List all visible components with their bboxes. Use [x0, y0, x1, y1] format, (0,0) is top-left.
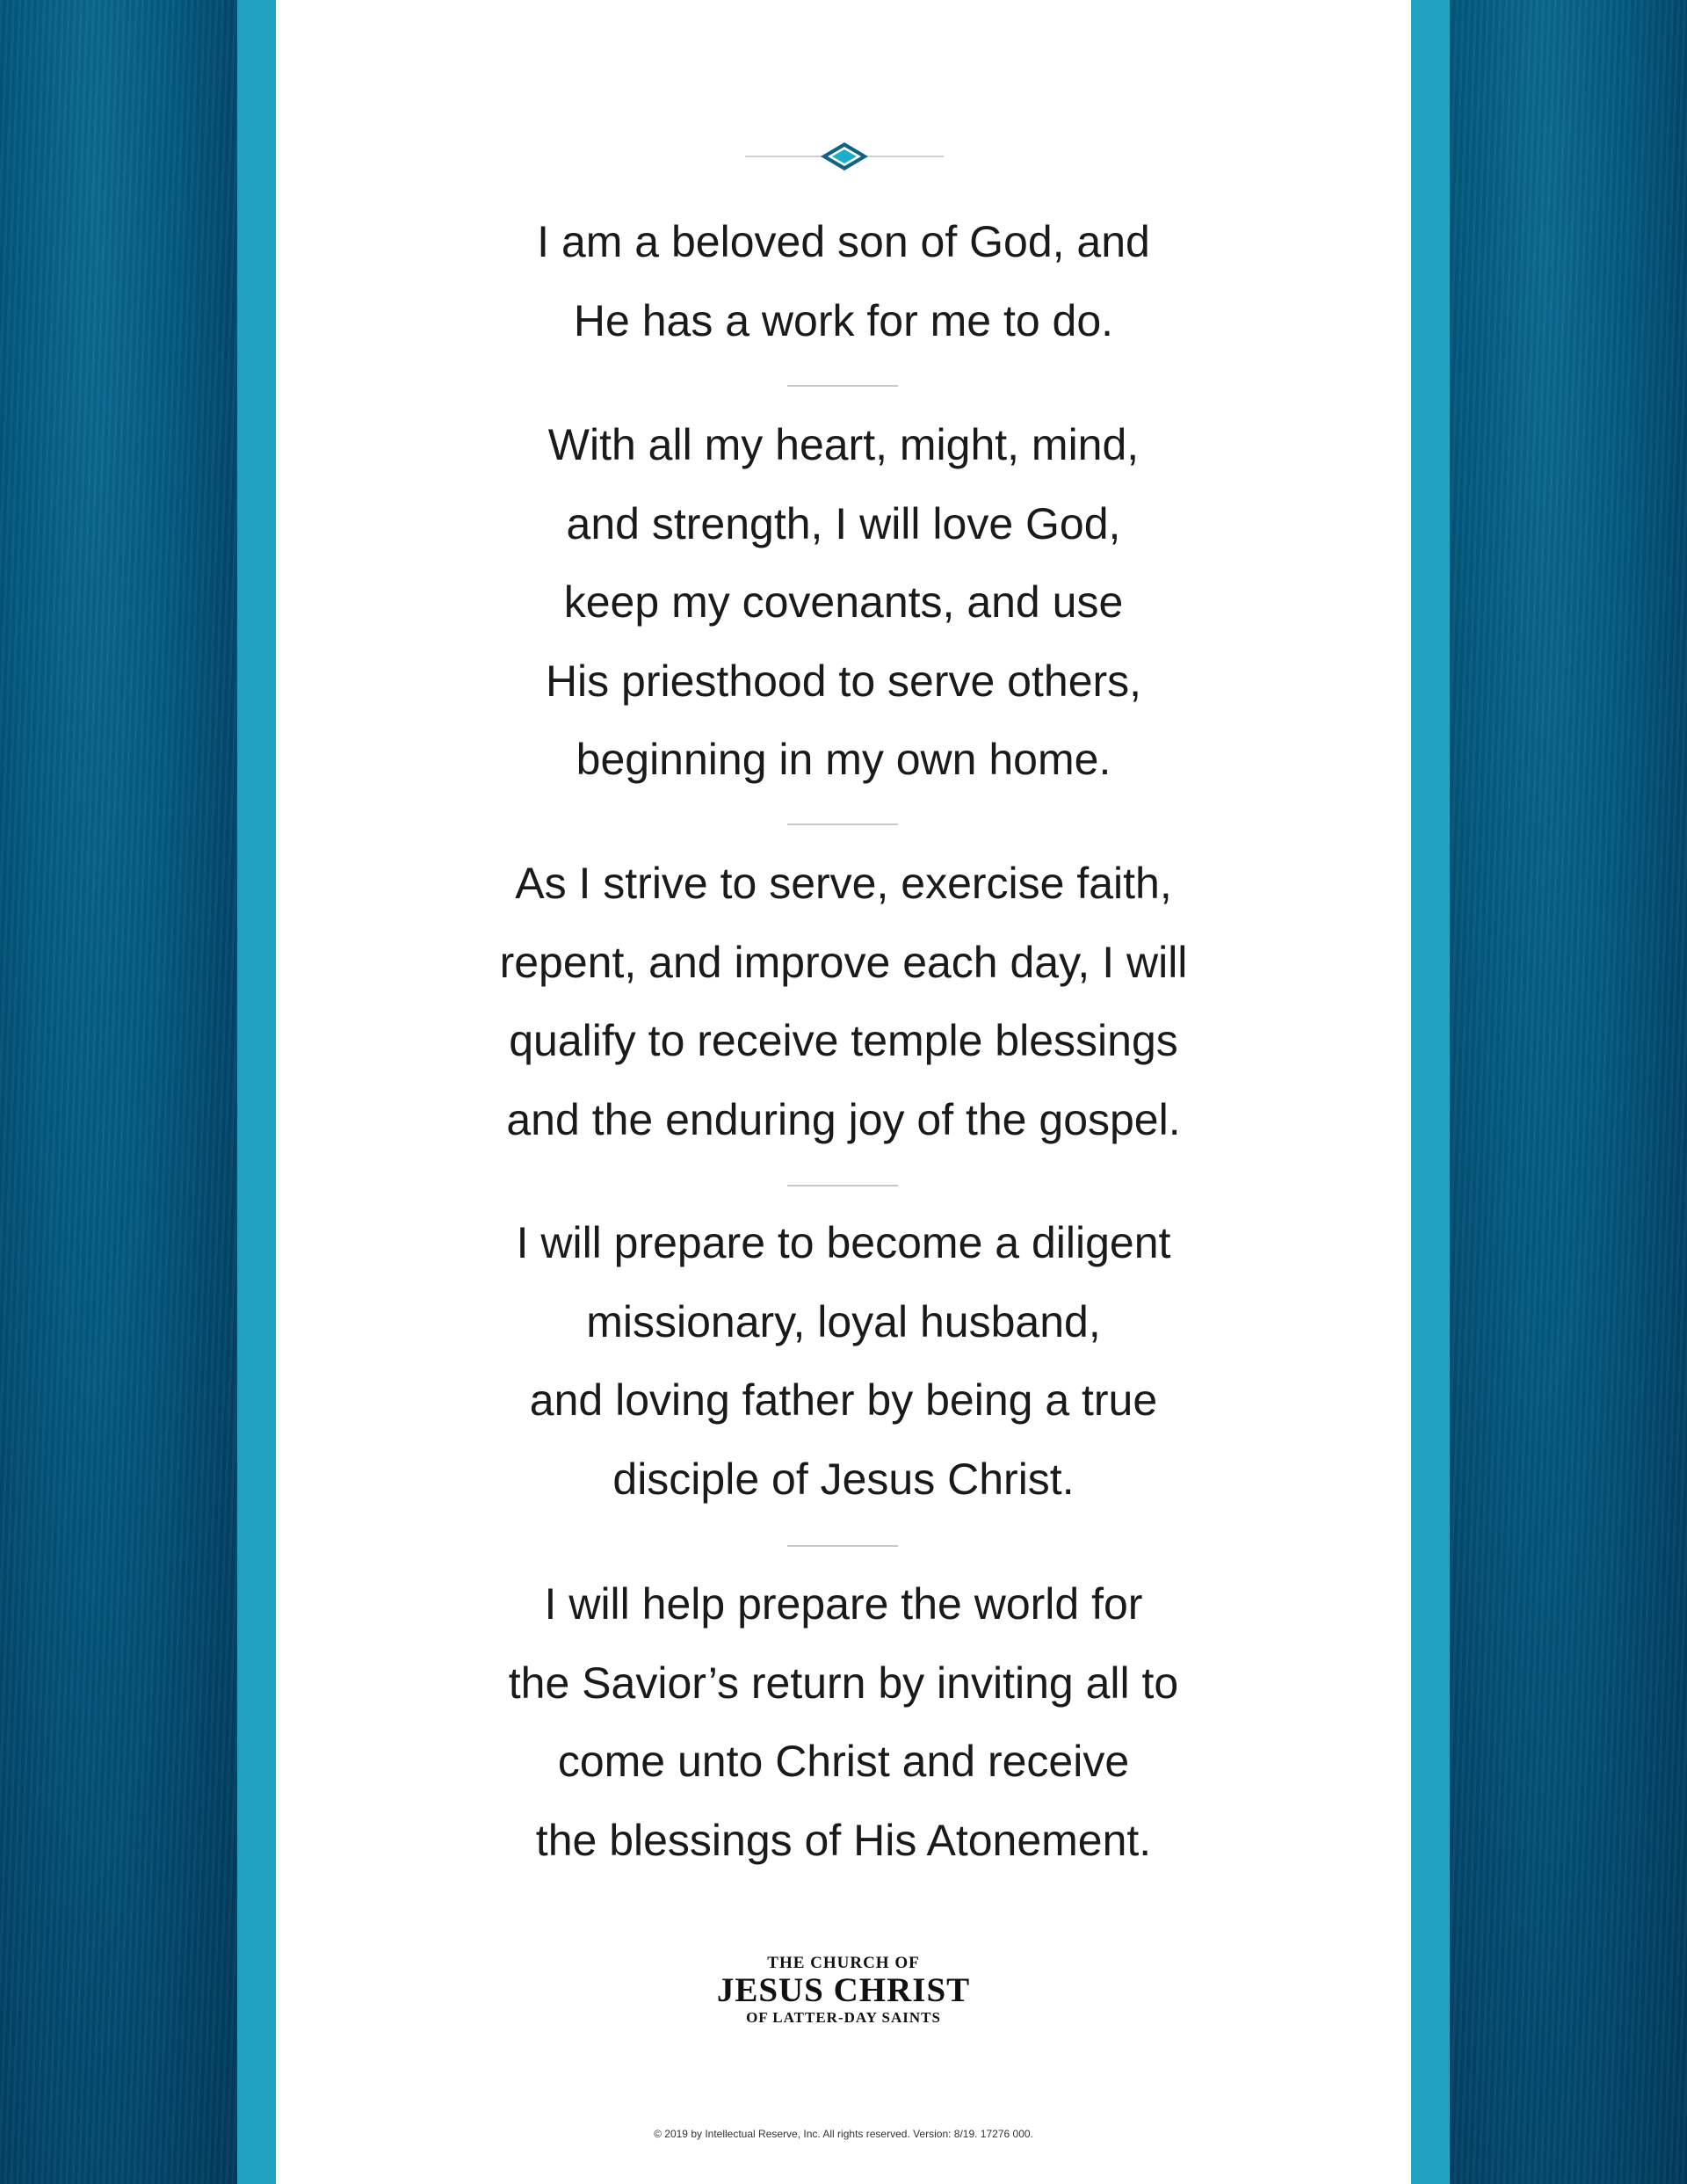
text-line: and strength, I will love God, [566, 498, 1121, 548]
text-line: disciple of Jesus Christ. [612, 1454, 1075, 1504]
diamond-divider-icon [745, 141, 944, 172]
text-line: come unto Christ and receive [557, 1737, 1130, 1787]
text-line: beginning in my own home. [576, 735, 1111, 785]
text-line: I will prepare to become a diligent [516, 1218, 1171, 1267]
divider [787, 824, 898, 825]
logo-line-1: THE CHURCH OF [767, 1954, 920, 1972]
paragraph-4 [0, 1204, 1687, 1519]
text-line: qualify to receive temple blessings [509, 1016, 1178, 1066]
divider [787, 1545, 898, 1547]
paragraph-3 [0, 845, 1687, 1159]
paragraph-5 [0, 1565, 1687, 1880]
text-line: I am a beloved son of God, and [537, 217, 1150, 266]
copyright-notice: © 2019 by Intellectual Reserve, Inc. All rights reserved. Version: 8/19. 17276 000. [654, 2128, 1033, 2140]
text-line: keep my covenants, and use [563, 577, 1124, 628]
text-line: and the enduring joy of the gospel. [506, 1094, 1181, 1144]
paragraph-1 [0, 203, 1687, 360]
text-line: With all my heart, might, mind, [547, 420, 1140, 469]
text-line: missionary, loyal husband, [586, 1296, 1101, 1346]
text-line: repent, and improve each day, I will [499, 937, 1188, 987]
divider [787, 385, 898, 387]
paragraph-2 [0, 406, 1687, 800]
text-line: the Savior’s return by inviting all to [508, 1658, 1179, 1708]
text-line: the blessings of His Atonement. [535, 1815, 1152, 1865]
text-line: I will help prepare the world for [544, 1579, 1143, 1629]
text-line: As I strive to serve, exercise faith, [515, 859, 1172, 908]
church-logo [0, 1954, 1687, 2028]
text-line: and loving father by being a true [529, 1375, 1158, 1426]
logo-line-2: JESUS CHRIST [716, 1971, 971, 2009]
text-line: He has a work for me to do. [573, 295, 1114, 345]
divider [787, 1185, 898, 1186]
logo-line-3: OF LATTER-DAY SAINTS [746, 2009, 941, 2026]
text-line: His priesthood to serve others, [545, 656, 1142, 706]
